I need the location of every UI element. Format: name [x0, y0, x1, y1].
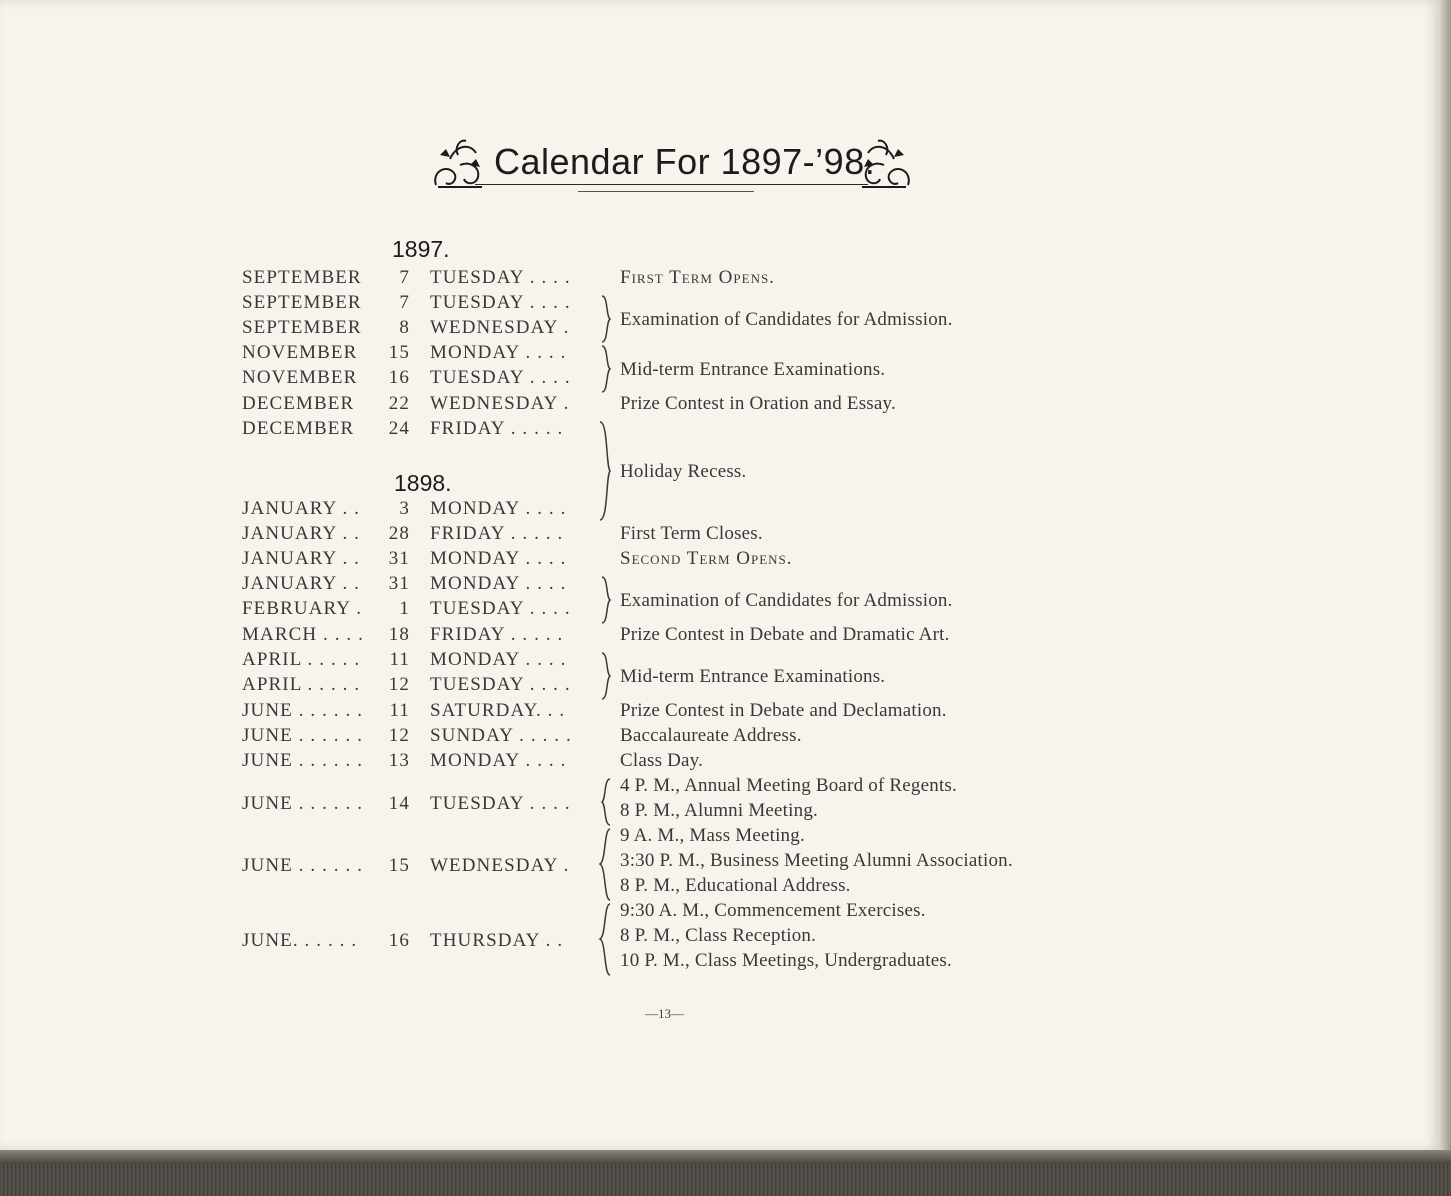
brace-icon [598, 294, 614, 344]
row-weekday: WEDNESDAY . [430, 393, 570, 414]
row-month: JUNE. . . . . . [242, 930, 358, 951]
row-month: JUNE . . . . . . [242, 855, 364, 876]
row-weekday: THURSDAY . . [430, 930, 564, 951]
row-weekday: MONDAY . . . . [430, 342, 567, 363]
row-month: SEPTEMBER [242, 317, 362, 338]
row-weekday: SATURDAY. . . [430, 700, 566, 721]
event-text: Holiday Recess. [620, 461, 747, 482]
row-day: 14 [388, 793, 410, 814]
row-weekday: MONDAY . . . . [430, 649, 567, 670]
row-month: APRIL . . . . . [242, 649, 361, 670]
row-day: 16 [388, 367, 410, 388]
row-day: 28 [388, 523, 410, 544]
event-text: 8 P. M., Educational Address. [620, 875, 851, 896]
row-weekday: FRIDAY . . . . . [430, 523, 564, 544]
row-weekday: TUESDAY . . . . [430, 674, 571, 695]
event-text: Prize Contest in Debate and Declamation. [620, 700, 947, 721]
row-day: 18 [388, 624, 410, 645]
event-text: Mid-term Entrance Examinations. [620, 666, 886, 687]
row-month: NOVEMBER [242, 342, 358, 363]
title-underline [475, 184, 868, 185]
row-day: 22 [388, 393, 410, 414]
row-day: 11 [389, 649, 410, 670]
row-day: 3 [399, 498, 410, 519]
event-text: 10 P. M., Class Meetings, Undergraduates. [620, 950, 952, 971]
row-month: JANUARY . . [242, 498, 361, 519]
event-text: Prize Contest in Debate and Dramatic Art. [620, 624, 950, 645]
row-weekday: TUESDAY . . . . [430, 793, 571, 814]
event-text: Examination of Candidates for Admission. [620, 590, 953, 611]
row-weekday: SUNDAY . . . . . [430, 725, 572, 746]
row-day: 31 [388, 548, 410, 569]
title-block [430, 135, 910, 195]
event-text: First Term Opens. [620, 267, 775, 288]
row-day: 1 [399, 598, 410, 619]
event-text: 8 P. M., Class Reception. [620, 925, 817, 946]
event-text: Baccalaureate Address. [620, 725, 802, 746]
row-day: 12 [388, 674, 410, 695]
row-day: 12 [388, 725, 410, 746]
page-title: Calendar For 1897-’98. [494, 141, 876, 182]
row-weekday: MONDAY . . . . [430, 548, 567, 569]
row-month: APRIL . . . . . [242, 674, 361, 695]
brace-icon [598, 777, 614, 827]
row-day: 16 [388, 930, 410, 951]
row-weekday: MONDAY . . . . [430, 573, 567, 594]
brace-icon [598, 651, 614, 701]
brace-icon [598, 344, 614, 394]
brace-icon [598, 575, 614, 625]
event-text: Prize Contest in Oration and Essay. [620, 393, 896, 414]
row-weekday: WEDNESDAY . [430, 317, 570, 338]
row-weekday: TUESDAY . . . . [430, 367, 571, 388]
row-day: 31 [388, 573, 410, 594]
row-day: 8 [399, 317, 410, 338]
row-month: JANUARY . . [242, 523, 361, 544]
page-edge [1440, 0, 1451, 1150]
brace-icon [598, 420, 614, 522]
page-number: —13— [645, 1006, 684, 1021]
event-text: 8 P. M., Alumni Meeting. [620, 800, 818, 821]
row-weekday: TUESDAY . . . . [430, 598, 571, 619]
row-weekday: MONDAY . . . . [430, 750, 567, 771]
row-weekday: TUESDAY . . . . [430, 267, 571, 288]
brace-icon [598, 827, 614, 902]
row-day: 15 [388, 855, 410, 876]
row-month: JUNE . . . . . . [242, 725, 364, 746]
row-month: FEBRUARY . [242, 598, 363, 619]
event-text: 9:30 A. M., Commencement Exercises. [620, 900, 926, 921]
event-text: 3:30 P. M., Business Meeting Alumni Association. [620, 850, 1013, 871]
row-month: SEPTEMBER [242, 292, 362, 313]
event-text: Second Term Opens. [620, 548, 793, 569]
row-day: 7 [399, 267, 410, 288]
row-day: 24 [388, 418, 410, 439]
row-month: SEPTEMBER [242, 267, 362, 288]
event-text: Mid-term Entrance Examinations. [620, 359, 886, 380]
row-weekday: FRIDAY . . . . . [430, 624, 564, 645]
row-month: MARCH . . . . [242, 624, 364, 645]
row-month: DECEMBER [242, 393, 355, 414]
row-month: NOVEMBER [242, 367, 358, 388]
brace-icon [598, 902, 614, 977]
row-day: 7 [399, 292, 410, 313]
event-text: First Term Closes. [620, 523, 763, 544]
row-day: 15 [388, 342, 410, 363]
row-month: JUNE . . . . . . [242, 793, 364, 814]
year-heading-1897: 1897. [392, 236, 450, 262]
row-month: JUNE . . . . . . [242, 700, 364, 721]
row-month: DECEMBER [242, 418, 355, 439]
year-heading-1898: 1898. [394, 470, 452, 496]
event-text: 4 P. M., Annual Meeting Board of Regents. [620, 775, 957, 796]
event-text: Examination of Candidates for Admission. [620, 309, 953, 330]
row-month: JUNE . . . . . . [242, 750, 364, 771]
row-day: 11 [389, 700, 410, 721]
event-text: 9 A. M., Mass Meeting. [620, 825, 805, 846]
row-day: 13 [388, 750, 410, 771]
title-underline-short [578, 191, 754, 192]
book-cover-edge [0, 1150, 1451, 1196]
row-month: JANUARY . . [242, 548, 361, 569]
row-weekday: MONDAY . . . . [430, 498, 567, 519]
row-weekday: WEDNESDAY . [430, 855, 570, 876]
row-weekday: FRIDAY . . . . . [430, 418, 564, 439]
row-month: JANUARY . . [242, 573, 361, 594]
row-weekday: TUESDAY . . . . [430, 292, 571, 313]
event-text: Class Day. [620, 750, 704, 771]
